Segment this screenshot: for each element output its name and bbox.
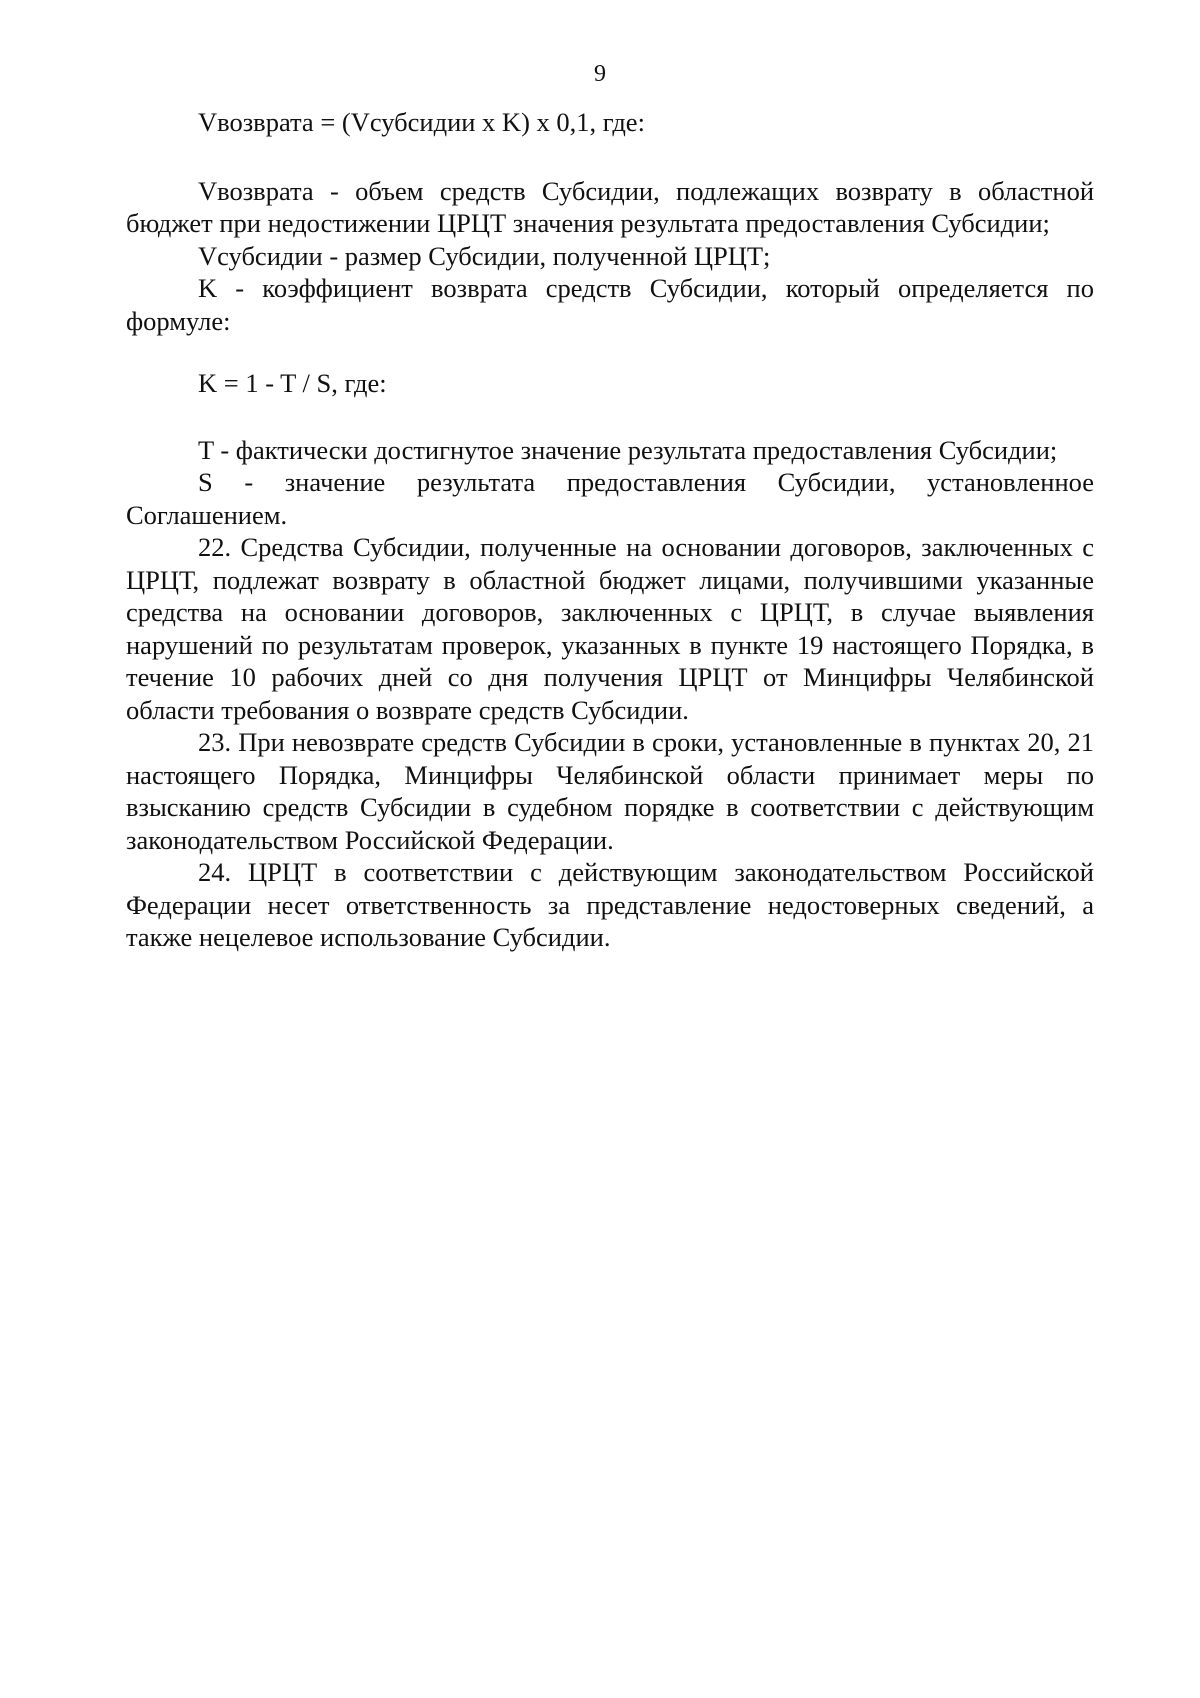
- definition-v-return: Vвозврата - объем средств Субсидии, подлежащих возврату в областной бюджет при недостижении ЦРЦТ значения результата предоставления Субсидии;: [126, 175, 1094, 238]
- document-body: [126, 106, 1094, 954]
- clause-23: 23. При невозврате средств Субсидии в сроки, установленные в пунктах 20, 21 настоящего Порядка, Минцифры Челябинской области принимает меры по взысканию средств Субсидии в судебном порядке в соответствии с действующим законодательством Российской Федерации.: [126, 727, 1094, 855]
- definition-v-subsidy: Vсубсидии - размер Субсидии, полученной ЦРЦТ;: [198, 240, 771, 271]
- page-number: 9: [594, 61, 606, 87]
- clause-22: 22. Средства Субсидии, полученные на основании договоров, заключенных с ЦРЦТ, подлежат возврату в областной бюджет лицами, получившими указанные средства на основании договоров, заключенных с ЦРЦТ, в случае выявления нарушений по результатам проверок, указанных в пункте 19 настоящего Порядка, в течение 10 рабочих дней со дня получения ЦРЦТ от Минцифры Челябинской области требования о возврате средств Субсидии.: [126, 532, 1094, 725]
- return-volume-formula: Vвозврата = (Vсубсидии x K) x 0,1, где:: [198, 107, 645, 137]
- coefficient-formula: K = 1 - T / S, где:: [198, 368, 387, 398]
- definition-t: T - фактически достигнутое значение результата предоставления Субсидии;: [198, 434, 1058, 465]
- definition-s: S - значение результата предоставления Субсидии, установленное Соглашением.: [126, 467, 1094, 530]
- clause-24: 24. ЦРЦТ в соответствии с действующим законодательством Российской Федерации несет ответственность за представление недостоверных сведений, а также нецелевое использование Субсидии.: [126, 857, 1094, 952]
- definition-k: K - коэффициент возврата средств Субсидии, который определяется по формуле:: [126, 273, 1094, 336]
